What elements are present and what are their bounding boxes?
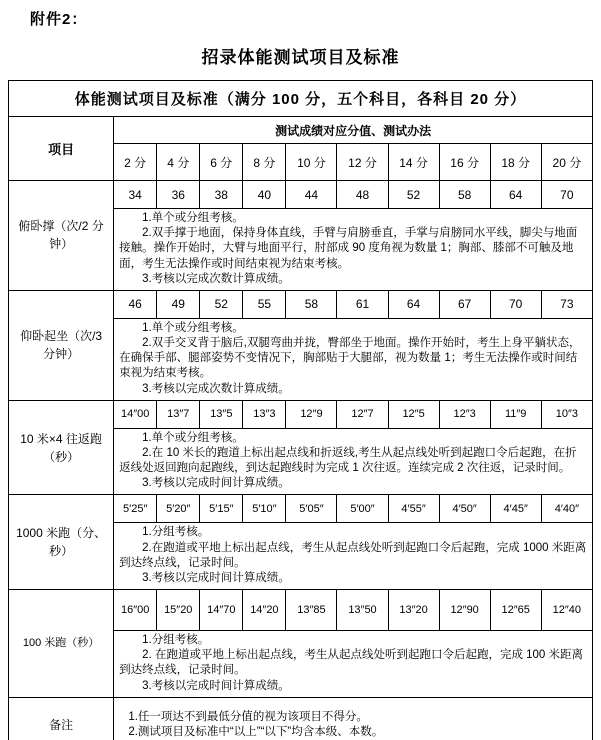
attachment-label: 附件2： — [30, 11, 88, 28]
value-cell: 58 — [286, 290, 337, 318]
value-cell: 48 — [337, 181, 388, 209]
value-cell: 70 — [541, 181, 592, 209]
value-cell: 13″5 — [200, 400, 243, 428]
item-label-pushup: 俯卧撑（次/2 分钟） — [9, 181, 114, 291]
score-label-cell: 10 分 — [286, 144, 337, 181]
value-cell: 13″3 — [243, 400, 286, 428]
pushup-values-row — [9, 181, 593, 209]
value-cell: 52 — [200, 290, 243, 318]
method-step: 1.分组考核。 — [142, 526, 210, 539]
value-cell: 55 — [243, 290, 286, 318]
value-cell: 13″85 — [286, 590, 337, 631]
value-cell: 14″00 — [114, 400, 157, 428]
score-label-cell: 16 分 — [439, 144, 490, 181]
value-cell: 67 — [439, 290, 490, 318]
score-label-cell: 2 分 — [114, 144, 157, 181]
value-cell: 12″90 — [439, 590, 490, 631]
method-step: 3.考核以完成次数计算成绩。 — [142, 272, 290, 285]
value-cell: 73 — [541, 290, 592, 318]
value-cell: 44 — [286, 181, 337, 209]
method-step: 3.考核以完成时间计算成绩。 — [142, 477, 290, 490]
value-cell: 4′55″ — [388, 495, 439, 523]
score-label-cell: 6 分 — [200, 144, 243, 181]
remarks-label: 备注 — [9, 697, 114, 740]
value-cell: 5′10″ — [243, 495, 286, 523]
remark-line: 2.测试项目及标准中“以上”“以下”均含本级、本数。 — [128, 725, 384, 738]
item-column-header: 项目 — [9, 117, 114, 181]
value-cell: 58 — [439, 181, 490, 209]
remarks-row — [9, 697, 593, 740]
value-cell: 11″9 — [490, 400, 541, 428]
value-cell: 70 — [490, 290, 541, 318]
method-cell-100m-run — [114, 631, 593, 698]
value-cell: 12″65 — [490, 590, 541, 631]
item-label-situp: 仰卧起坐（次/3 分钟） — [9, 290, 114, 400]
run-100m-values-row — [9, 590, 593, 631]
value-cell: 14″70 — [200, 590, 243, 631]
column-header-row — [9, 117, 593, 144]
method-step: 2.双手交叉背于脑后,双腿弯曲并拢，臀部坐于地面。操作开始时，考生上身平躺状态，在确保手部、腿部姿势不变情况下，胸部贴于大腿部，视为数量 1；考生无法操作或时间结束视为结束考核。 — [119, 337, 581, 380]
value-cell: 40 — [243, 181, 286, 209]
method-cell-shuttle-run — [114, 428, 593, 495]
method-step: 2.在 10 米长的跑道上标出起点线和折返线,考生从起点线处听到起跑口令后起跑，在折返线处返回跑向起跑线，到达起跑线时为完成 1 次往返。连续完成 2 次往返，记录时间。 — [119, 446, 577, 475]
value-cell: 49 — [157, 290, 200, 318]
item-label-shuttle-run: 10 米×4 往返跑（秒） — [9, 400, 114, 495]
value-cell: 13″7 — [157, 400, 200, 428]
method-step: 1.单个或分组考核。 — [142, 431, 244, 444]
score-label-cell: 12 分 — [337, 144, 388, 181]
value-cell: 52 — [388, 181, 439, 209]
item-label-1000m-run: 1000 米跑（分、秒） — [9, 495, 114, 590]
value-cell: 13″50 — [337, 590, 388, 631]
value-cell: 12″9 — [286, 400, 337, 428]
value-cell: 5′05″ — [286, 495, 337, 523]
value-cell: 12″40 — [541, 590, 592, 631]
scores-column-header: 测试成绩对应分值、测试办法 — [114, 117, 593, 144]
shuttle-run-values-row — [9, 400, 593, 428]
method-cell-1000m-run — [114, 523, 593, 590]
score-label-cell: 18 分 — [490, 144, 541, 181]
value-cell: 46 — [114, 290, 157, 318]
value-cell: 4′45″ — [490, 495, 541, 523]
score-label-cell: 4 分 — [157, 144, 200, 181]
method-step: 3.考核以完成时间计算成绩。 — [142, 679, 290, 692]
score-label-cell: 8 分 — [243, 144, 286, 181]
value-cell: 10″3 — [541, 400, 592, 428]
value-cell: 13″20 — [388, 590, 439, 631]
fitness-test-table — [8, 80, 593, 740]
method-step: 2. 在跑道或平地上标出起点线，考生从起点线处听到起跑口令后起跑，完成 100 米距离到达终点线，记录时间。 — [119, 649, 584, 677]
table-header-row — [9, 81, 593, 117]
value-cell: 12″3 — [439, 400, 490, 428]
situp-values-row — [9, 290, 593, 318]
method-step: 3.考核以完成次数计算成绩。 — [142, 382, 290, 395]
method-step: 2.在跑道或平地上标出起点线，考生从起点线处听到起跑口令后起跑，完成 1000 米距离到达终点线，记录时间。 — [119, 541, 587, 569]
method-step: 1.单个或分组考核。 — [142, 212, 244, 224]
value-cell: 5′20″ — [157, 495, 200, 523]
value-cell: 16″00 — [114, 590, 157, 631]
method-step: 1.分组考核。 — [142, 634, 210, 647]
value-cell: 64 — [388, 290, 439, 318]
item-label-100m-run: 100 米跑（秒） — [9, 590, 114, 698]
method-step: 3.考核以完成时间计算成绩。 — [142, 571, 290, 584]
page-title: 招录体能测试项目及标准 — [201, 48, 400, 67]
value-cell: 12″5 — [388, 400, 439, 428]
run-1000m-values-row — [9, 495, 593, 523]
method-cell-pushup — [114, 209, 593, 291]
value-cell: 5′15″ — [200, 495, 243, 523]
table-title-cell: 体能测试项目及标准（满分 100 分，五个科目，各科目 20 分） — [9, 81, 593, 117]
value-cell: 5′25″ — [114, 495, 157, 523]
method-cell-situp — [114, 318, 593, 400]
value-cell: 15″20 — [157, 590, 200, 631]
score-label-cell: 20 分 — [541, 144, 592, 181]
remarks-cell — [114, 697, 593, 740]
score-label-cell: 14 分 — [388, 144, 439, 181]
value-cell: 61 — [337, 290, 388, 318]
method-step: 2.双手撑于地面，保持身体直线，手臂与肩膀垂直，手掌与肩膀同水平线，脚尖与地面接触。操作开始时，大臂与地面平行，肘部成 90 度角视为数量 1；胸部、膝部不可触及地面，考生无法操作或时间结束视为结束考核。 — [119, 227, 578, 270]
value-cell: 4′50″ — [439, 495, 490, 523]
method-step: 1.单个或分组考核。 — [142, 321, 244, 334]
value-cell: 4′40″ — [541, 495, 592, 523]
remark-line: 1.任一项达不到最低分值的视为该项目不得分。 — [128, 710, 368, 723]
value-cell: 64 — [490, 181, 541, 209]
value-cell: 34 — [114, 181, 157, 209]
value-cell: 38 — [200, 181, 243, 209]
value-cell: 14″20 — [243, 590, 286, 631]
value-cell: 5′00″ — [337, 495, 388, 523]
value-cell: 12″7 — [337, 400, 388, 428]
value-cell: 36 — [157, 181, 200, 209]
